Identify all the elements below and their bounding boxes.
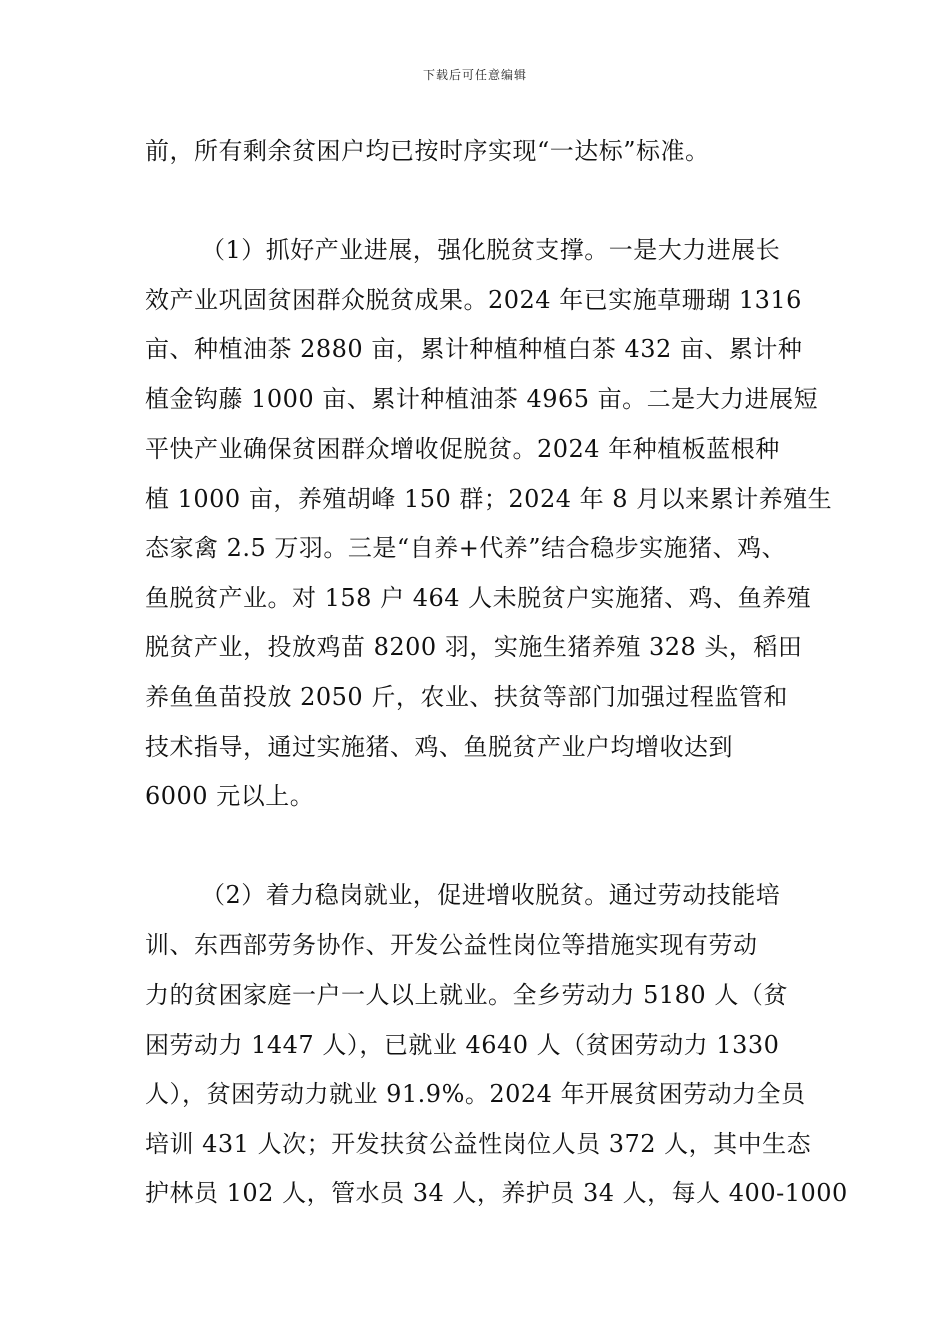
text-line: 态家禽 2.5 万羽。三是“自养+代养”结合稳步实施猪、鸡、 [145,534,787,562]
text-line: 平快产业确保贫困群众增收促脱贫。2024 年种植板蓝根种 [145,435,780,463]
text-line: 训、东西部劳务协作、开发公益性岗位等措施实现有劳动 [145,931,758,959]
text-line: 效产业巩固贫困群众脱贫成果。2024 年已实施草珊瑚 1316 [145,286,802,314]
text-line: （2）着力稳岗就业，促进增收脱贫。通过劳动技能培 [201,881,781,909]
text-line: 脱贫产业，投放鸡苗 8200 羽，实施生猪养殖 328 头，稻田 [145,633,803,661]
text-line: 鱼脱贫产业。对 158 户 464 人未脱贫户实施猪、鸡、鱼养殖 [145,584,812,612]
text-line: （1）抓好产业进展，强化脱贫支撑。一是大力进展长 [201,236,781,264]
text-line: 护林员 102 人，管水员 34 人，养护员 34 人，每人 400-1000 [145,1179,848,1207]
text-line: 养鱼鱼苗投放 2050 斤，农业、扶贫等部门加强过程监管和 [145,683,788,711]
text-line: 植金钩藤 1000 亩、累计种植油茶 4965 亩。二是大力进展短 [145,385,819,413]
text-line: 培训 431 人次；开发扶贫公益性岗位人员 372 人，其中生态 [145,1130,812,1158]
text-line: 前，所有剩余贫困户均已按时序实现“一达标”标准。 [145,137,710,165]
text-line: 技术指导，通过实施猪、鸡、鱼脱贫产业户均增收达到 [145,733,733,761]
text-line: 人），贫困劳动力就业 91.9%。2024 年开展贫困劳动力全员 [145,1080,806,1108]
text-line: 植 1000 亩，养殖胡峰 150 群；2024 年 8 月以来累计养殖生 [145,485,833,513]
text-line: 6000 元以上。 [145,782,315,810]
text-line: 力的贫困家庭一户一人以上就业。全乡劳动力 5180 人（贫 [145,981,788,1009]
text-line: 困劳动力 1447 人），已就业 4640 人（贫困劳动力 1330 [145,1031,780,1059]
page-header: 下载后可任意编辑 [422,68,527,82]
text-line: 亩、种植油茶 2880 亩，累计种植种植白茶 432 亩、累计种 [145,335,803,363]
